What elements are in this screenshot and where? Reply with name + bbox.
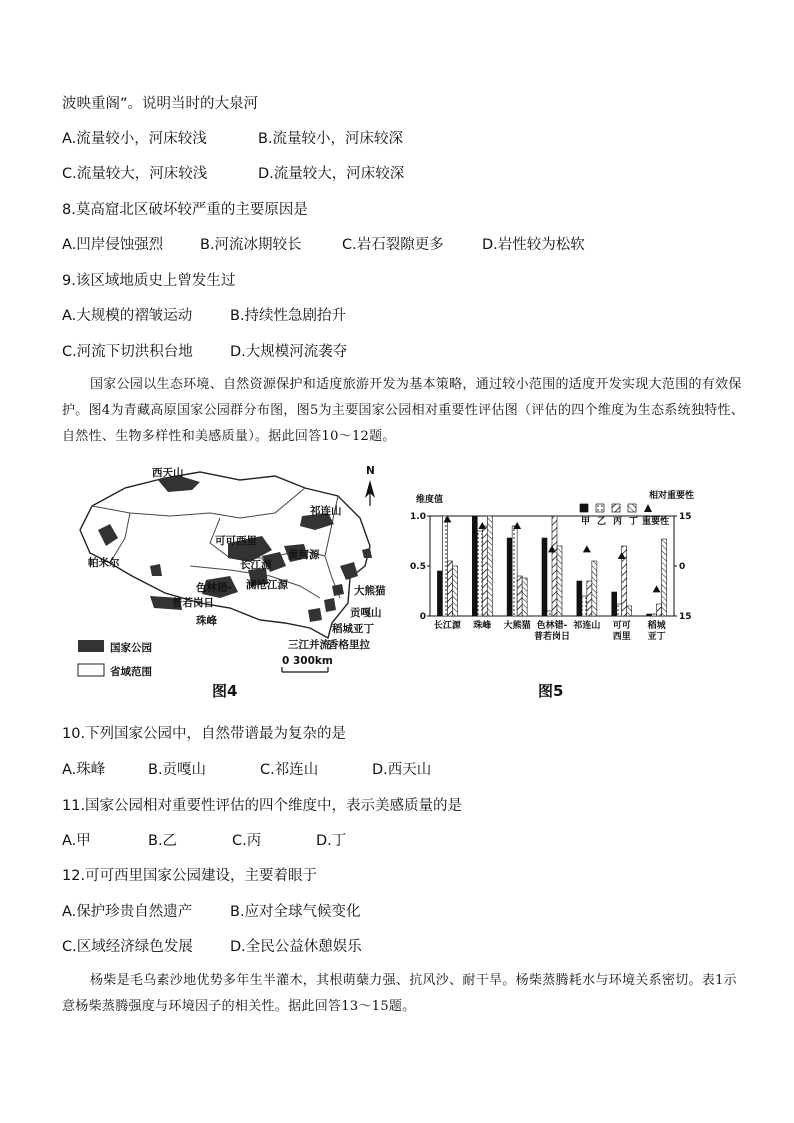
bar-乙-0 xyxy=(442,516,447,616)
park-daochengyading xyxy=(324,598,336,612)
label-qilianshan: 祁连山 xyxy=(310,505,342,517)
label-pamir: 帕米尔 xyxy=(88,557,120,569)
bar-乙-6 xyxy=(652,614,657,616)
figure5-caption: 图5 xyxy=(538,682,564,700)
bar-乙-3 xyxy=(547,611,552,616)
left-tick-label: 0.5 xyxy=(410,562,426,572)
bar-丙-1 xyxy=(482,526,487,616)
legend-label-丙: 丙 xyxy=(613,517,623,527)
legend-park-swatch xyxy=(78,640,104,652)
bar-甲-3 xyxy=(542,538,547,616)
q11-stem: 11.国家公园相对重要性评估的四个维度中，表示美感质量的是 xyxy=(62,798,463,814)
right-tick-label: 0 xyxy=(679,562,686,572)
q12-option-d[interactable]: D.全民公益休憩娱乐 xyxy=(230,939,362,955)
q7-option-d[interactable]: D.流量较大，河床较深 xyxy=(258,166,405,182)
bar-丙-0 xyxy=(447,561,452,616)
q7-stem-tail: 波映重阁”。说明当时的大泉河 xyxy=(62,96,259,112)
legend-swatch-丙 xyxy=(612,504,620,512)
bar-甲-1 xyxy=(472,516,477,616)
category-label-5: 可可 xyxy=(612,621,631,631)
plateau-outline xyxy=(80,472,370,638)
bar-丁-5 xyxy=(627,606,632,616)
q9-stem: 9.该区域地质史上曾发生过 xyxy=(62,273,236,289)
legend-marker-importance xyxy=(644,504,652,512)
q11-option-b[interactable]: B.乙 xyxy=(148,833,178,849)
q8-option-d[interactable]: D.岩性较为松软 xyxy=(482,237,585,253)
q10-option-c[interactable]: C.祁连山 xyxy=(260,762,319,778)
importance-marker-1 xyxy=(478,522,486,529)
passage-yangchai: 杨柴是毛乌素沙地优势多年生半灌木，其根萌蘖力强、抗风沙、耐干旱。杨柴蒸腾耗水与环境关系密切。表1示意杨柴蒸腾强度与环境因子的相关性。据此回答13～15题。 xyxy=(62,973,737,1014)
label-xianggelila: 香格里拉 xyxy=(328,639,370,651)
q11-option-a[interactable]: A.甲 xyxy=(62,833,91,849)
bar-乙-2 xyxy=(512,526,517,616)
q8-option-b[interactable]: B.河流冰期较长 xyxy=(200,237,302,253)
label-puruogangri: 普若岗日 xyxy=(172,597,214,609)
bar-甲-4 xyxy=(577,581,582,616)
category-label-6: 亚丁 xyxy=(647,632,666,642)
figure5-chart xyxy=(412,488,722,658)
bar-甲-2 xyxy=(507,538,512,616)
legend-swatch-丁 xyxy=(628,504,636,512)
q12-stem: 12.可可西里国家公园建设，主要着眼于 xyxy=(62,868,318,884)
legend-province-label: 省域范围 xyxy=(110,666,152,678)
q8-stem: 8.莫高窟北区破坏较严重的主要原因是 xyxy=(62,202,308,218)
label-huangheyuan: 黄河源 xyxy=(288,549,320,561)
q7-option-c[interactable]: C.流量较大，河床较浅 xyxy=(62,166,208,182)
label-daxiongmao: 大熊猫 xyxy=(354,585,386,597)
q12-option-a[interactable]: A.保护珍贵自然遗产 xyxy=(62,904,193,920)
north-label: N xyxy=(366,465,375,477)
legend-province-swatch xyxy=(78,664,104,676)
category-label-3: 普若岗日 xyxy=(533,632,571,642)
label-lancangjiangyuan: 澜沧江源 xyxy=(246,579,288,591)
q9-option-b[interactable]: B.持续性急剧抬升 xyxy=(230,308,347,324)
legend-label-丁: 丁 xyxy=(629,517,639,527)
bar-甲-0 xyxy=(437,571,442,616)
label-selinco: 色林错- xyxy=(196,582,232,594)
q12-option-c[interactable]: C.区域经济绿色发展 xyxy=(62,939,193,955)
importance-marker-2 xyxy=(513,522,521,529)
q9-option-c[interactable]: C.河流下切洪积台地 xyxy=(62,344,193,360)
bar-丁-2 xyxy=(522,578,527,616)
right-tick-label: 15 xyxy=(679,612,692,622)
q9-option-d[interactable]: D.大规模河流袭夺 xyxy=(230,344,348,360)
q10-option-d[interactable]: D.西天山 xyxy=(372,762,432,778)
ylabel-left: 维度值 xyxy=(416,495,444,505)
bar-甲-5 xyxy=(612,592,617,616)
bar-甲-6 xyxy=(647,614,652,616)
category-label-3: 色林错- xyxy=(536,621,568,631)
right-tick-label: 15 xyxy=(679,512,692,522)
figure4-map xyxy=(70,458,410,690)
label-xitianshan: 西天山 xyxy=(152,467,184,479)
category-label-5: 西里 xyxy=(612,632,631,642)
label-sanjiangbingliu: 三江并流 xyxy=(288,639,330,651)
bar-丙-3 xyxy=(552,516,557,616)
q7-option-b[interactable]: B.流量较小，河床较深 xyxy=(258,131,404,147)
q8-option-c[interactable]: C.岩石裂隙更多 xyxy=(342,237,444,253)
bar-丁-6 xyxy=(662,539,667,616)
bar-乙-1 xyxy=(477,531,482,616)
scale-label: 0 300km xyxy=(282,655,333,667)
label-gonggashan: 贡嘎山 xyxy=(350,607,382,619)
bar-丙-2 xyxy=(517,576,522,616)
legend-swatch-甲 xyxy=(580,504,588,512)
label-kekexili: 可可西里 xyxy=(215,535,257,547)
importance-marker-4 xyxy=(583,545,591,552)
bar-丙-4 xyxy=(587,581,592,616)
park-misc-west xyxy=(150,564,162,576)
legend-label-甲: 甲 xyxy=(581,517,591,527)
legend-park-label: 国家公园 xyxy=(110,642,152,654)
bar-丁-3 xyxy=(557,546,562,616)
legend-swatch-乙 xyxy=(596,504,604,512)
legend-label-乙: 乙 xyxy=(597,517,607,527)
category-label-4: 祁连山 xyxy=(573,621,601,631)
bar-丁-0 xyxy=(452,566,457,616)
north-arrow-icon xyxy=(365,480,375,506)
category-label-2: 大熊猫 xyxy=(503,621,531,631)
q10-stem: 10.下列国家公园中，自然带谱最为复杂的是 xyxy=(62,726,347,742)
q10-option-a[interactable]: A.珠峰 xyxy=(62,762,106,778)
ylabel-right: 相对重要性 xyxy=(648,491,694,501)
label-changjiangyuan: 长江源 xyxy=(240,559,272,571)
bar-乙-4 xyxy=(582,596,587,616)
q8-option-a[interactable]: A.凹岸侵蚀强烈 xyxy=(62,237,164,253)
bar-丁-4 xyxy=(592,561,597,616)
bar-乙-5 xyxy=(617,604,622,616)
q10-option-b[interactable]: B.贡嘎山 xyxy=(148,762,207,778)
bar-丁-1 xyxy=(487,516,492,616)
q11-option-c[interactable]: C.丙 xyxy=(232,833,262,849)
category-label-1: 珠峰 xyxy=(473,621,492,631)
bar-丙-6 xyxy=(657,604,662,616)
category-label-6: 稻城 xyxy=(647,621,666,631)
legend-label-importance: 重要性 xyxy=(642,517,670,527)
q7-option-a[interactable]: A.流量较小，河床较浅 xyxy=(62,131,207,147)
category-label-0: 长江源 xyxy=(433,621,461,631)
park-gonggashan xyxy=(332,584,344,596)
passage-national-parks: 国家公园以生态环境、自然资源保护和适度旅游开发为基本策略，通过较小范围的适度开发实现大范围的有效保护。图4为青藏高原国家公园群分布图，图5为主要国家公园相对重要性评估图（评估的四个维度为生态系统独特性、自然性、生物多样性和美感质量）。据此回答10～12题。 xyxy=(62,377,745,444)
importance-marker-6 xyxy=(653,585,661,592)
left-tick-label: 0 xyxy=(419,612,426,622)
q11-option-d[interactable]: D.丁 xyxy=(316,833,347,849)
park-sanjiangbingliu xyxy=(308,608,322,622)
figure4-caption: 图4 xyxy=(212,682,238,700)
q9-option-a[interactable]: A.大规模的褶皱运动 xyxy=(62,308,193,324)
q12-option-b[interactable]: B.应对全球气候变化 xyxy=(230,904,361,920)
label-daochengyading: 稻城亚丁 xyxy=(332,623,374,635)
label-zhufeng: 珠峰 xyxy=(196,615,217,627)
left-tick-label: 1.0 xyxy=(410,512,426,522)
